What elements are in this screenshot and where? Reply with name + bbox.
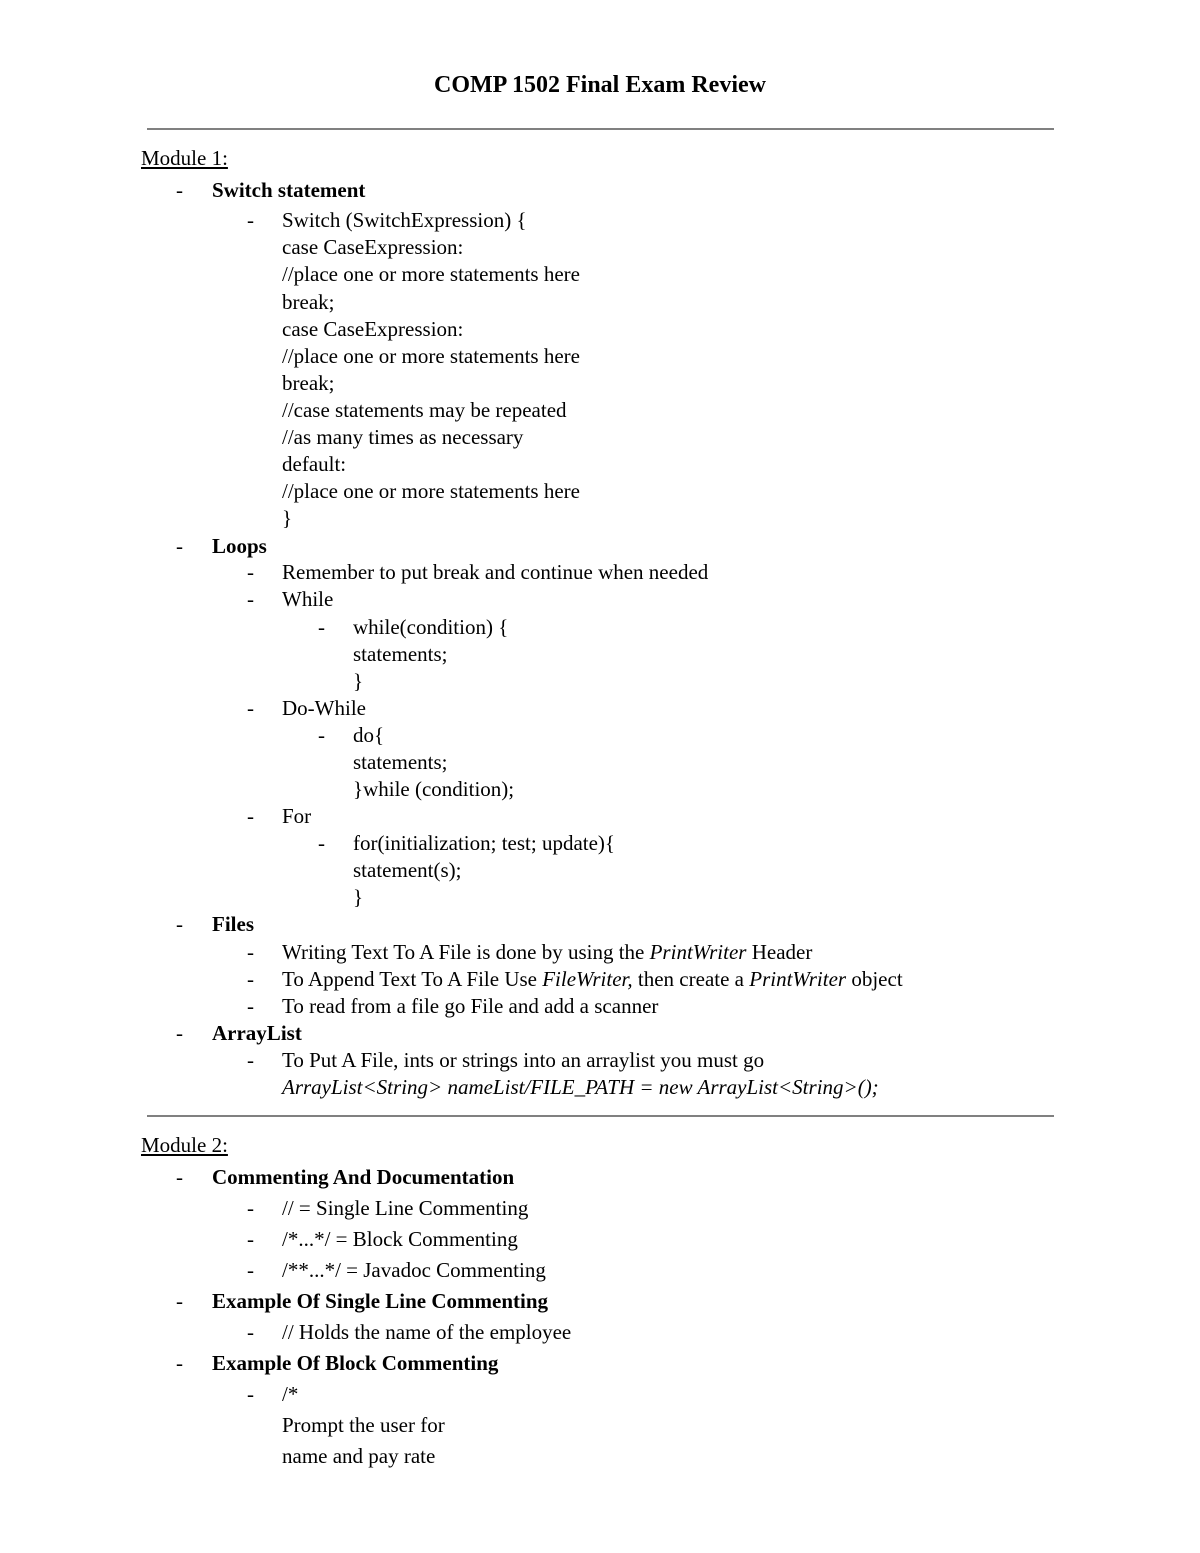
bullet-dash: - [247, 587, 254, 611]
bullet-dash: - [176, 1165, 183, 1189]
bullet-dash: - [176, 534, 183, 558]
block-example-heading: Example Of Block Commenting [212, 1351, 499, 1375]
block-example-line: name and pay rate [282, 1444, 436, 1468]
commenting-item: /*...*/ = Block Commenting [282, 1227, 518, 1251]
bullet-dash: - [176, 1289, 183, 1313]
code-line: statements; [353, 642, 448, 666]
single-example-item: // Holds the name of the employee [282, 1320, 572, 1344]
files-line-2: To Append Text To A File Use FileWriter, then create a PrintWriter object [282, 967, 903, 991]
bullet-dash: - [247, 560, 254, 584]
loops-heading: Loops [212, 534, 267, 558]
code-line: //as many times as necessary [282, 425, 524, 449]
bullet-dash: - [176, 1351, 183, 1375]
code-line: case CaseExpression: [282, 235, 464, 259]
bullet-dash: - [318, 723, 325, 747]
bullet-dash: - [247, 696, 254, 720]
code-line: //case statements may be repeated [282, 398, 567, 422]
bullet-dash: - [247, 1196, 254, 1220]
code-line: Switch (SwitchExpression) { [282, 208, 527, 232]
horizontal-rule [147, 1115, 1054, 1117]
commenting-item: /**...*/ = Javadoc Commenting [282, 1258, 546, 1282]
bullet-dash: - [176, 178, 183, 202]
arraylist-line-1: To Put A File, ints or strings into an arraylist you must go [282, 1048, 765, 1072]
code-line: //place one or more statements here [282, 479, 580, 503]
code-line: } [353, 669, 364, 693]
code-line: while(condition) { [353, 615, 509, 639]
for-label: For [282, 804, 312, 828]
switch-heading: Switch statement [212, 178, 366, 202]
code-line: default: [282, 452, 347, 476]
page-title: COMP 1502 Final Exam Review [434, 72, 766, 98]
files-line-1: Writing Text To A File is done by using the PrintWriter Header [282, 940, 813, 964]
code-line: //place one or more statements here [282, 262, 580, 286]
bullet-dash: - [318, 831, 325, 855]
files-heading: Files [212, 912, 254, 936]
code-line: do{ [353, 723, 385, 747]
bullet-dash: - [247, 1048, 254, 1072]
single-example-heading: Example Of Single Line Commenting [212, 1289, 549, 1313]
bullet-dash: - [247, 804, 254, 828]
bullet-dash: - [247, 1382, 254, 1406]
files-line-3: To read from a file go File and add a scanner [282, 994, 659, 1018]
code-line: break; [282, 371, 335, 395]
bullet-dash: - [176, 1021, 183, 1045]
bullet-dash: - [247, 1320, 254, 1344]
code-line: break; [282, 290, 335, 314]
code-line: statement(s); [353, 858, 462, 882]
module-2-heading: Module 2: [141, 1133, 228, 1157]
bullet-dash: - [247, 940, 254, 964]
bullet-dash: - [247, 994, 254, 1018]
commenting-item: // = Single Line Commenting [282, 1196, 529, 1220]
commenting-heading: Commenting And Documentation [212, 1165, 515, 1189]
bullet-dash: - [247, 208, 254, 232]
bullet-dash: - [247, 967, 254, 991]
code-line: //place one or more statements here [282, 344, 580, 368]
bullet-dash: - [318, 615, 325, 639]
code-line: }while (condition); [353, 777, 515, 801]
code-line: for(initialization; test; update){ [353, 831, 615, 855]
bullet-dash: - [176, 912, 183, 936]
code-line: case CaseExpression: [282, 317, 464, 341]
module-1-heading: Module 1: [141, 146, 228, 170]
block-example-line: Prompt the user for [282, 1413, 445, 1437]
block-example-line: /* [282, 1382, 299, 1406]
loops-reminder: Remember to put break and continue when needed [282, 560, 709, 584]
code-line: statements; [353, 750, 448, 774]
arraylist-line-2: ArrayList<String> nameList/FILE_PATH = new ArrayList<String>(); [282, 1075, 879, 1099]
code-line: } [282, 506, 293, 530]
dowhile-label: Do-While [282, 696, 366, 720]
code-line: } [353, 885, 364, 909]
arraylist-heading: ArrayList [212, 1021, 302, 1045]
horizontal-rule [147, 128, 1054, 130]
bullet-dash: - [247, 1258, 254, 1282]
bullet-dash: - [247, 1227, 254, 1251]
while-label: While [282, 587, 334, 611]
